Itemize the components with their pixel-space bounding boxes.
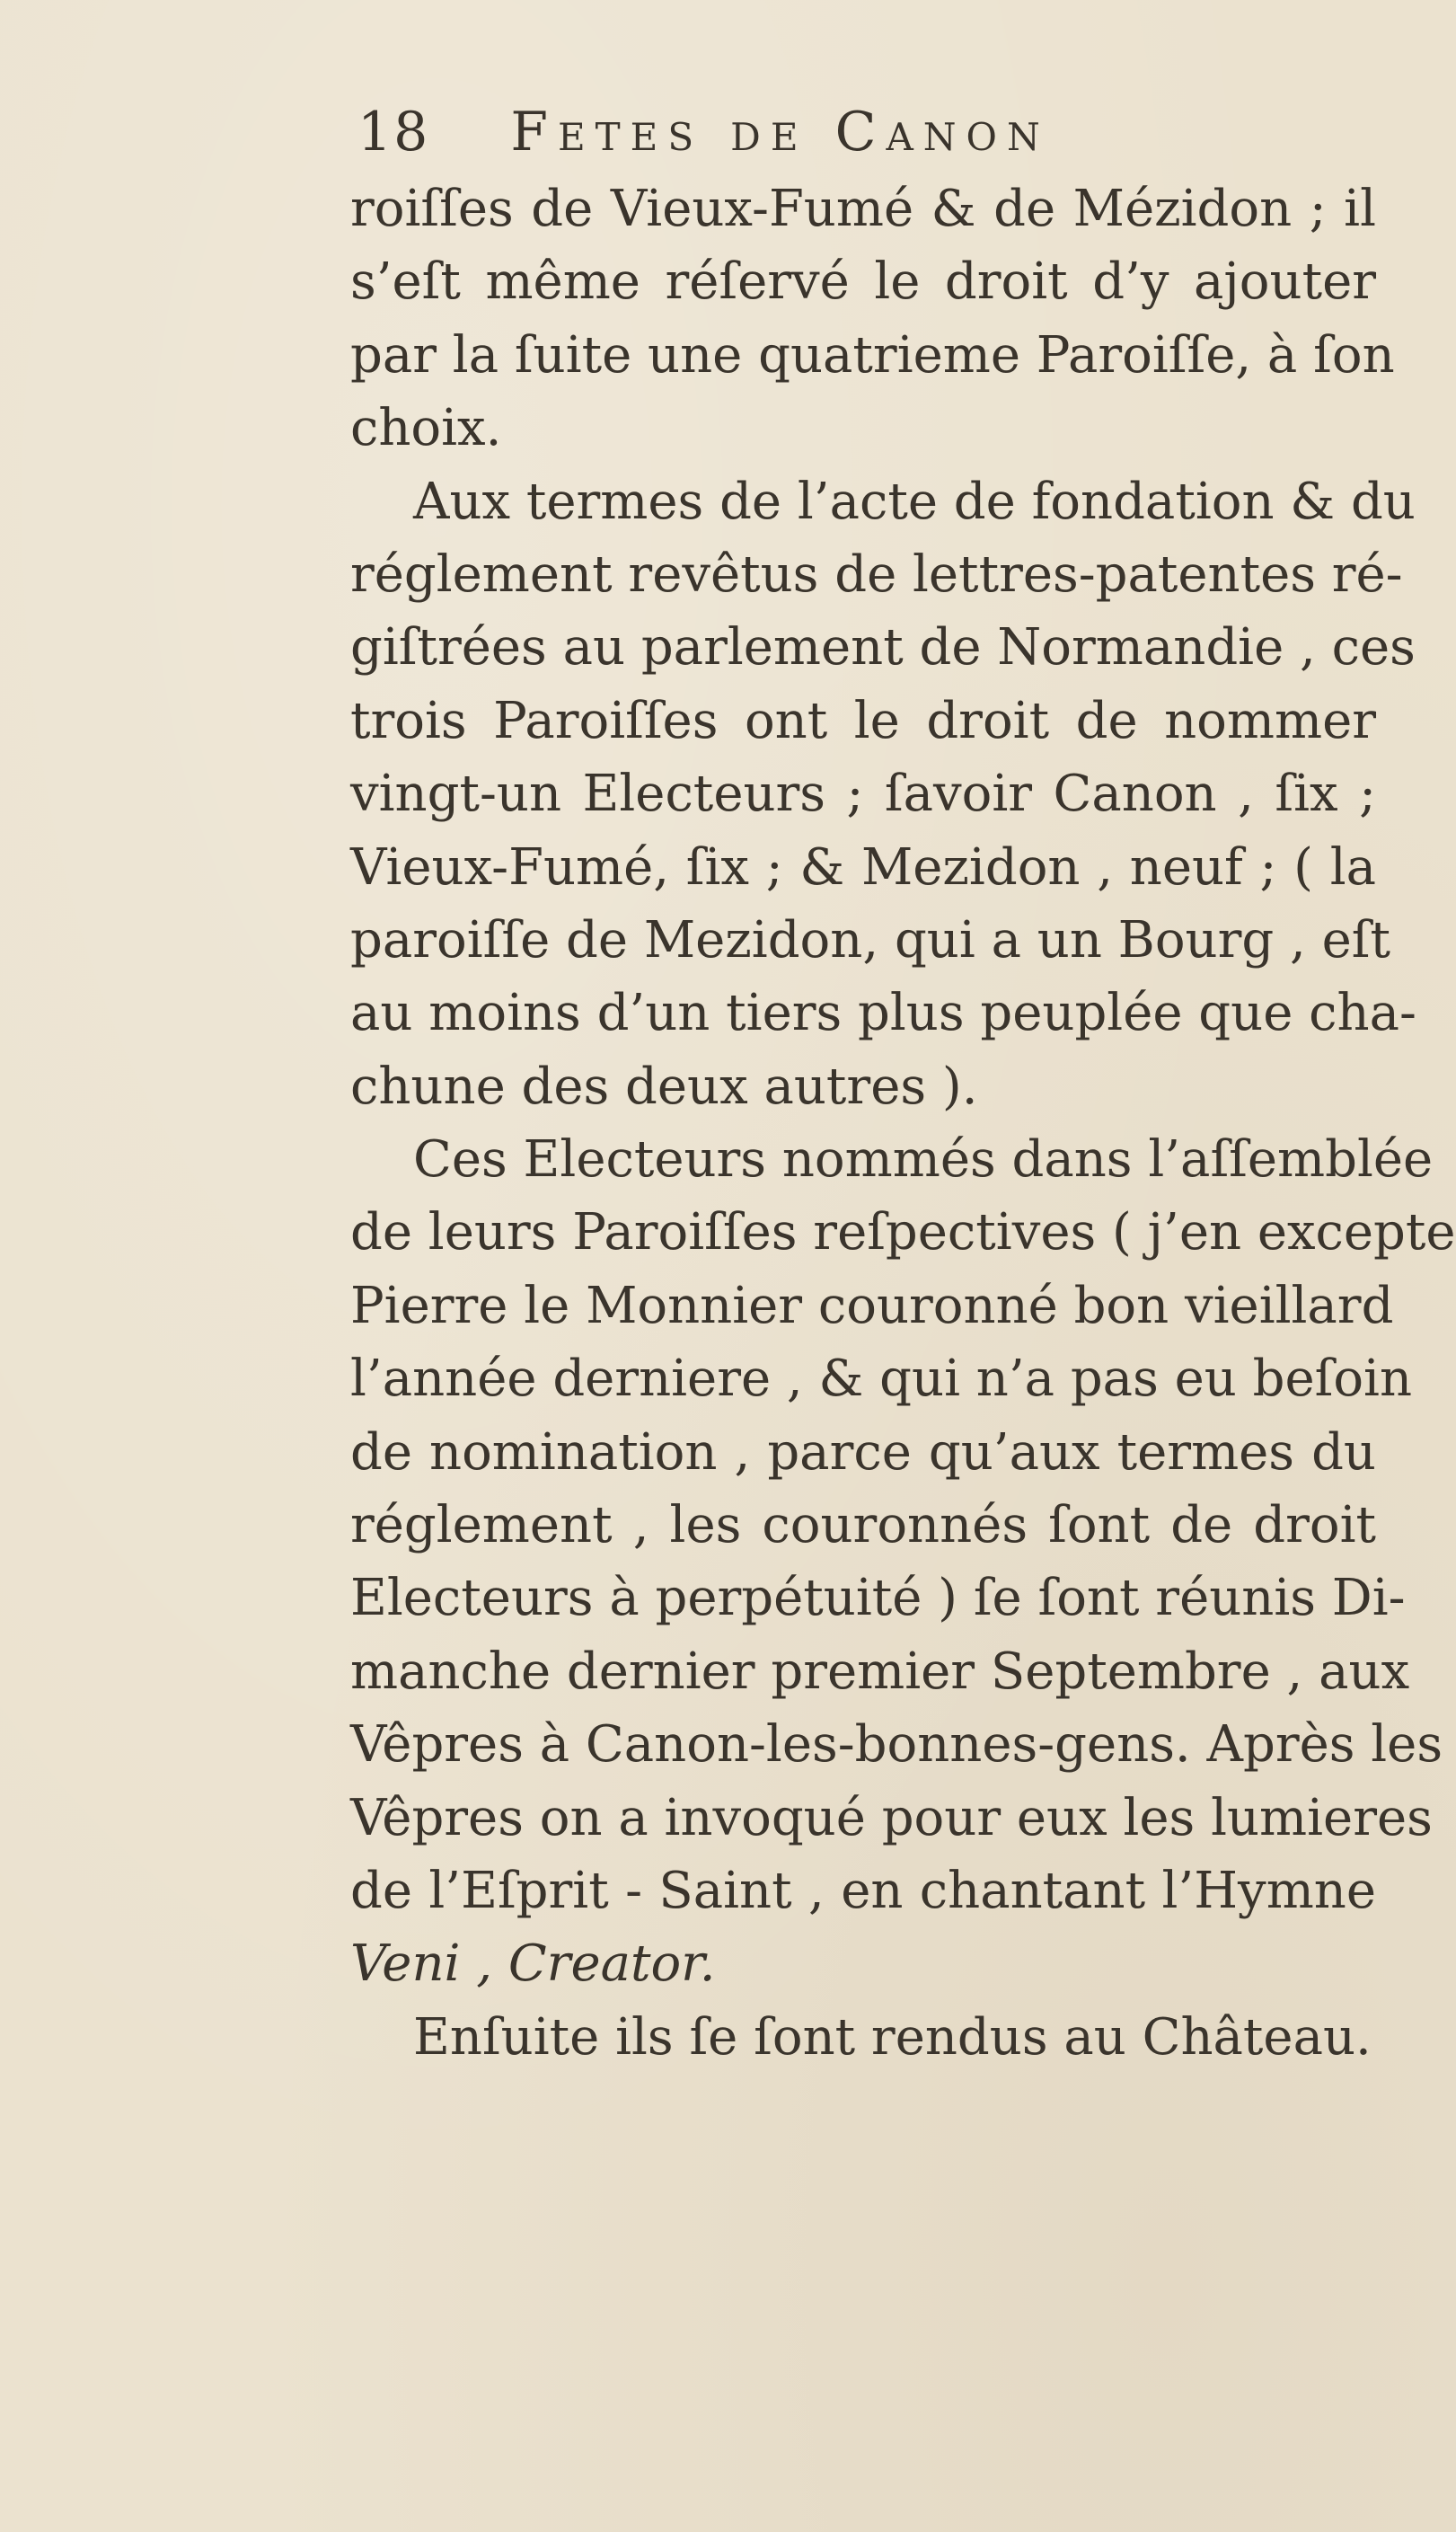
text-line: de leurs Paroiſſes reſpectives ( j’en excepte bbox=[350, 1203, 1456, 1262]
text-line: Electeurs à perpétuité ) ſe ſont réunis Di- bbox=[350, 1569, 1406, 1628]
text-line: roiſſes de Vieux-Fumé & de Mézidon ; il bbox=[350, 180, 1376, 238]
text-line: manche dernier premier Septembre , aux bbox=[350, 1642, 1410, 1701]
text-line: au moins d’un tiers plus peuplée que cha- bbox=[350, 984, 1416, 1043]
text-line: Vieux-Fumé, ſix ; & Mezidon , neuf ; ( la bbox=[350, 837, 1376, 897]
text-line: s’eſt même réſervé le droit d’y ajouter bbox=[350, 252, 1376, 312]
text-line: de l’Eſprit - Saint , en chantant l’Hymne bbox=[350, 1861, 1376, 1920]
paragraph-start-line: Ces Electeurs nommés dans l’aſſemblée bbox=[413, 1130, 1434, 1190]
text-line: réglement , les couronnés ſont de droit bbox=[350, 1496, 1376, 1555]
text-line: giſtrées au parlement de Normandie , ces bbox=[350, 618, 1416, 677]
text-line: trois Paroiſſes ont le droit de nommer bbox=[350, 691, 1376, 750]
text-line: vingt-un Electeurs ; ſavoir Canon , ſix ; bbox=[350, 765, 1376, 824]
text-line: de nomination , parce qu’aux termes du bbox=[350, 1422, 1376, 1482]
text-line: Vêpres on a invoqué pour eux les lumieres bbox=[350, 1788, 1433, 1847]
page-header bbox=[357, 101, 1166, 181]
running-head: Fetes de Canon bbox=[510, 101, 1050, 164]
text-line: réglement revêtus de lettres-patentes ré- bbox=[350, 544, 1403, 604]
text-line: l’année derniere , & qui n’a pas eu beſoin bbox=[350, 1350, 1413, 1409]
body-text bbox=[350, 173, 1456, 2074]
text-line: Vêpres à Canon-les-bonnes-gens. Après les bbox=[350, 1715, 1443, 1775]
text-line: chune des deux autres ). bbox=[350, 1057, 978, 1116]
text-line: Pierre le Monnier couronné bon vieillard bbox=[350, 1276, 1394, 1335]
text-line: par la ſuite une quatrieme Paroiſſe, à ſon bbox=[350, 325, 1395, 385]
page-number: 18 bbox=[357, 101, 430, 164]
text-line: choix. bbox=[350, 399, 502, 458]
paragraph-start-line: Enſuite ils ſe ſont rendus au Château. bbox=[413, 2007, 1372, 2067]
text-line: paroiſſe de Mezidon, qui a un Bourg , eſt bbox=[350, 910, 1391, 969]
hymn-title-line: Veni , Creator. bbox=[350, 1934, 716, 1994]
paragraph-start-line: Aux termes de l’acte de fondation & du bbox=[413, 472, 1416, 531]
